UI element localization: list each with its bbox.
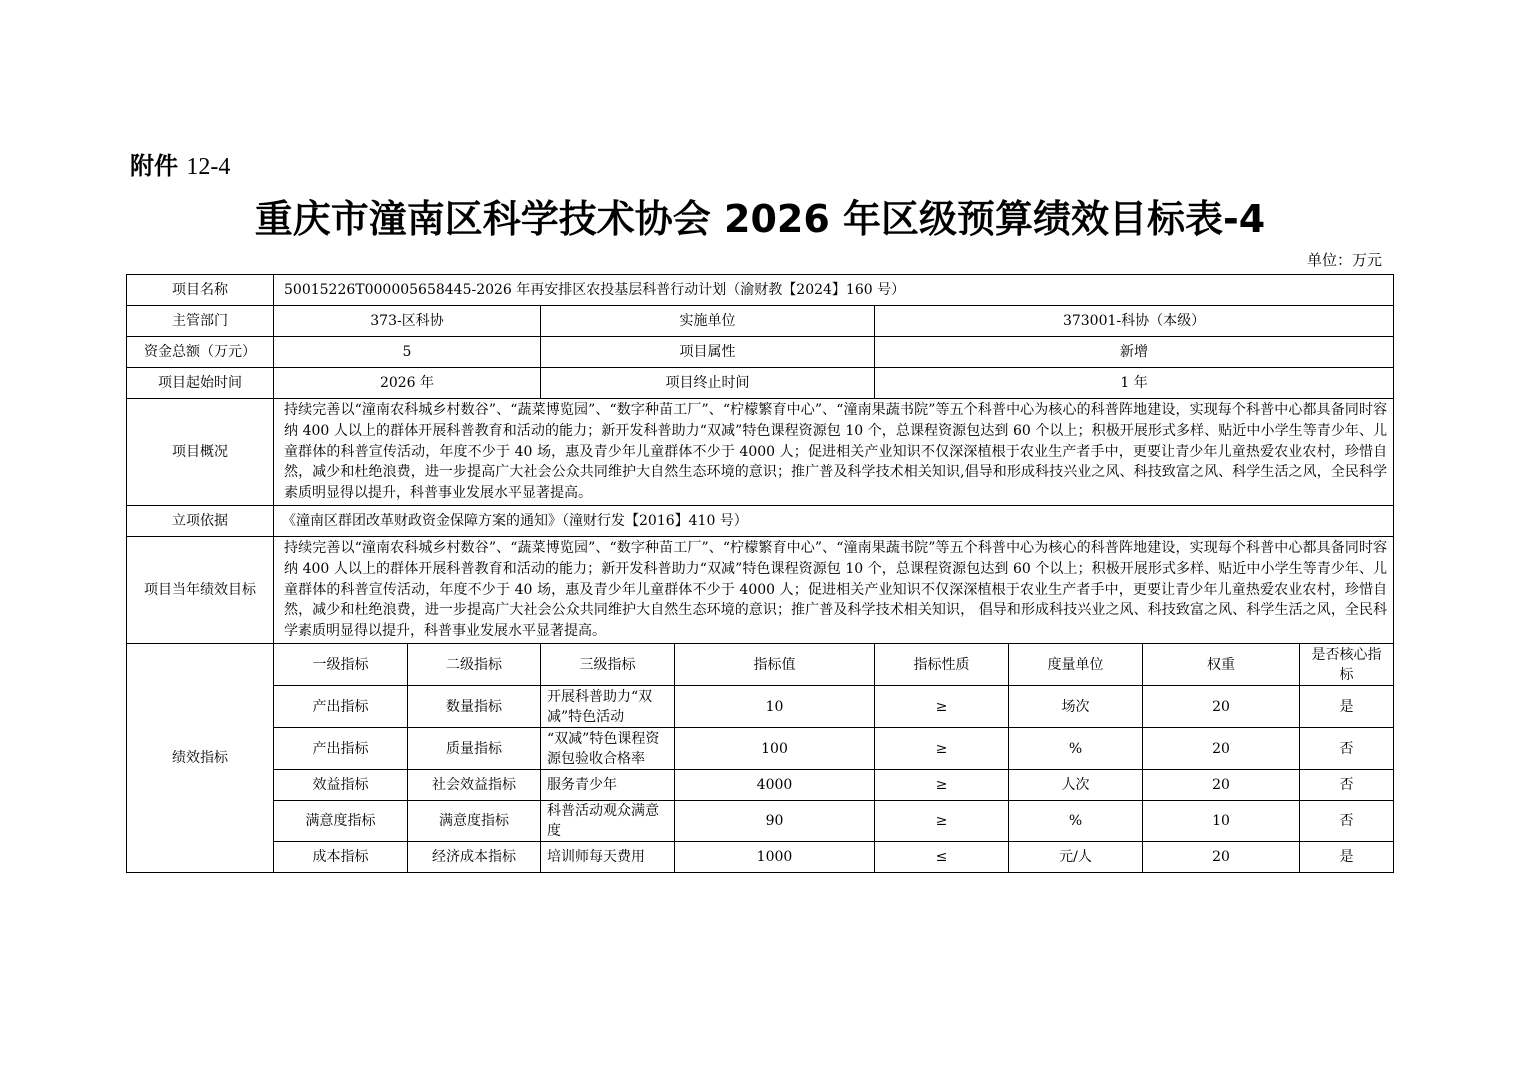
indicator-row <box>127 770 1394 801</box>
project-name-label: 项目名称 <box>127 275 274 306</box>
basis-label: 立项依据 <box>127 506 274 537</box>
row-level2: 质量指标 <box>408 728 541 770</box>
row-unit: 场次 <box>1009 686 1143 728</box>
row-core: 否 <box>1300 728 1394 770</box>
header-level3: 三级指标 <box>541 644 675 686</box>
goal-text: 持续完善以“潼南农科城乡村数谷”、“蔬菜博览园”、“数字种苗工厂”、“柠檬繁育中心”、“潼南果蔬书院”等五个科普中心为核心的科普阵地建设，实现每个科普中心都具备同时容纳 400 人以上的群体开展科普教育和活动的能力；新开发科普助力“双减”特色课程资源包 10 个，总课程资源包达到 60 个以上；积极开展形式多样、贴近中小学生等青少年、儿童群体的科普宣传活动，年度不少于 40 场，惠及青少年儿童群体不少于 4000 人；促进相关产业知识不仅深深植根于农业生产者手中，更要让青少年儿童热爱农业农村，珍惜自然，减少和杜绝浪费，进一步提高广大社会公众共同维护大自然生态环境的意识；推广普及科学技术相关知识， 倡导和形成科技兴业之风、科技致富之风、科学生活之风，全民科学素质明显得以提升，科普事业发展水平显著提高。 <box>274 537 1394 644</box>
row-nature: ≥ <box>875 728 1009 770</box>
attachment-number: 12-4 <box>186 154 231 180</box>
row-level1: 效益指标 <box>274 770 408 801</box>
impl-value: 373001-科协（本级） <box>875 306 1394 337</box>
dept-label: 主管部门 <box>127 306 274 337</box>
row-value: 90 <box>675 801 875 842</box>
header-weight: 权重 <box>1143 644 1300 686</box>
row-level2: 数量指标 <box>408 686 541 728</box>
row-core: 是 <box>1300 842 1394 873</box>
goal-label: 项目当年绩效目标 <box>127 537 274 644</box>
row-level3: “双减”特色课程资源包验收合格率 <box>541 728 675 770</box>
header-nature: 指标性质 <box>875 644 1009 686</box>
row-weight: 20 <box>1143 842 1300 873</box>
header-level2: 二级指标 <box>408 644 541 686</box>
row-overview <box>127 399 1394 506</box>
row-level1: 满意度指标 <box>274 801 408 842</box>
header-core: 是否核心指标 <box>1300 644 1394 686</box>
row-nature: ≥ <box>875 686 1009 728</box>
attachment-label <box>130 146 230 181</box>
row-basis <box>127 506 1394 537</box>
row-nature: ≤ <box>875 842 1009 873</box>
basis-value: 《潼南区群团改革财政资金保障方案的通知》（潼财行发【2016】410 号） <box>274 506 1394 537</box>
row-project-name <box>127 275 1394 306</box>
indicator-header-row <box>127 644 1394 686</box>
fund-label: 资金总额（万元） <box>127 337 274 368</box>
row-unit: 元/人 <box>1009 842 1143 873</box>
start-value: 2026 年 <box>274 368 541 399</box>
row-unit: 人次 <box>1009 770 1143 801</box>
row-level3: 科普活动观众满意度 <box>541 801 675 842</box>
row-level3: 开展科普助力“双减”特色活动 <box>541 686 675 728</box>
row-level2: 社会效益指标 <box>408 770 541 801</box>
row-period <box>127 368 1394 399</box>
row-fund <box>127 337 1394 368</box>
row-core: 否 <box>1300 801 1394 842</box>
row-level3: 培训师每天费用 <box>541 842 675 873</box>
row-weight: 10 <box>1143 801 1300 842</box>
row-weight: 20 <box>1143 686 1300 728</box>
indicator-row <box>127 728 1394 770</box>
row-annual-goal <box>127 537 1394 644</box>
attachment-word: 附件 <box>130 152 178 180</box>
row-level1: 产出指标 <box>274 686 408 728</box>
row-core: 否 <box>1300 770 1394 801</box>
overview-label: 项目概况 <box>127 399 274 506</box>
project-name-value: 50015226T000005658445-2026 年再安排区农投基层科普行动计划（渝财教【2024】160 号） <box>274 275 1394 306</box>
row-value: 10 <box>675 686 875 728</box>
end-label: 项目终止时间 <box>541 368 875 399</box>
row-core: 是 <box>1300 686 1394 728</box>
end-value: 1 年 <box>875 368 1394 399</box>
row-value: 100 <box>675 728 875 770</box>
page-title: 重庆市潼南区科学技术协会 2026 年区级预算绩效目标表-4 <box>254 197 1266 241</box>
fund-value: 5 <box>274 337 541 368</box>
attr-label: 项目属性 <box>541 337 875 368</box>
row-unit: % <box>1009 801 1143 842</box>
row-level1: 产出指标 <box>274 728 408 770</box>
perf-label: 绩效指标 <box>127 644 274 873</box>
unit-label: 单位：万元 <box>1306 251 1382 269</box>
row-level2: 满意度指标 <box>408 801 541 842</box>
row-department <box>127 306 1394 337</box>
dept-value: 373-区科协 <box>274 306 541 337</box>
row-level2: 经济成本指标 <box>408 842 541 873</box>
overview-text: 持续完善以“潼南农科城乡村数谷”、“蔬菜博览园”、“数字种苗工厂”、“柠檬繁育中心”、“潼南果蔬书院”等五个科普中心为核心的科普阵地建设，实现每个科普中心都具备同时容纳 400 人以上的群体开展科普教育和活动的能力；新开发科普助力“双减”特色课程资源包 10 个，总课程资源包达到 60 个以上；积极开展形式多样、贴近中小学生等青少年、儿童群体的科普宣传活动，年度不少于 40 场，惠及青少年儿童群体不少于 4000 人；促进相关产业知识不仅深深植根于农业生产者手中，更要让青少年儿童热爱农业农村，珍惜自然，减少和杜绝浪费，进一步提高广大社会公众共同维护大自然生态环境的意识；推广普及科学技术相关知识,倡导和形成科技兴业之风、科技致富之风、科学生活之风，全民科学素质明显得以提升，科普事业发展水平显著提高。 <box>274 399 1394 506</box>
row-nature: ≥ <box>875 770 1009 801</box>
indicator-row <box>127 686 1394 728</box>
row-weight: 20 <box>1143 770 1300 801</box>
header-value: 指标值 <box>675 644 875 686</box>
attr-value: 新增 <box>875 337 1394 368</box>
performance-target-table <box>126 274 1394 873</box>
row-level3: 服务青少年 <box>541 770 675 801</box>
header-level1: 一级指标 <box>274 644 408 686</box>
row-nature: ≥ <box>875 801 1009 842</box>
indicator-row <box>127 801 1394 842</box>
row-weight: 20 <box>1143 728 1300 770</box>
start-label: 项目起始时间 <box>127 368 274 399</box>
indicator-row <box>127 842 1394 873</box>
row-value: 4000 <box>675 770 875 801</box>
row-value: 1000 <box>675 842 875 873</box>
header-unit: 度量单位 <box>1009 644 1143 686</box>
impl-label: 实施单位 <box>541 306 875 337</box>
row-unit: % <box>1009 728 1143 770</box>
row-level1: 成本指标 <box>274 842 408 873</box>
